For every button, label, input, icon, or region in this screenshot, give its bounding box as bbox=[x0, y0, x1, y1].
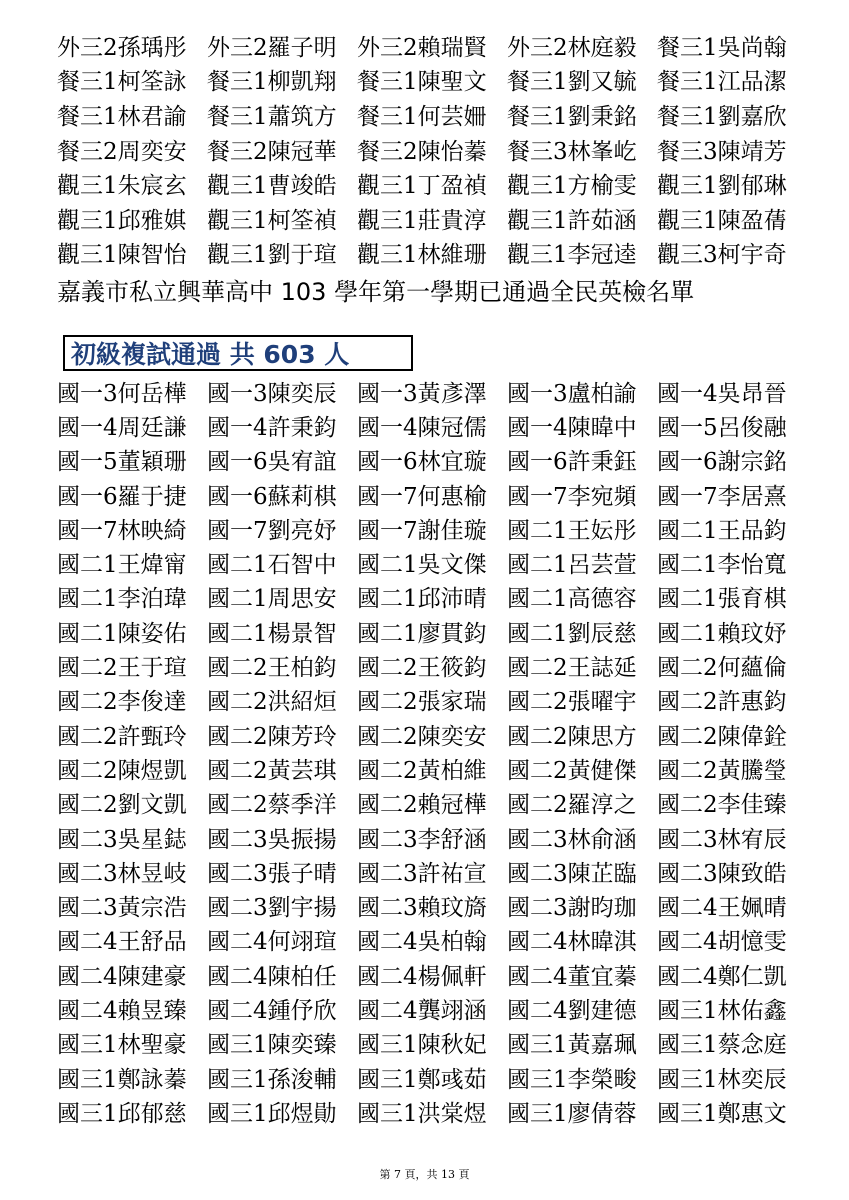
name-row bbox=[57, 443, 817, 477]
student-entry: 國二2蔡季洋 bbox=[207, 792, 337, 819]
section-heading: 初級複試通過 共 603 人 bbox=[63, 335, 413, 371]
student-entry: 國二1楊景智 bbox=[207, 620, 337, 647]
student-entry: 國二1張育棋 bbox=[657, 586, 787, 613]
student-entry: 觀三1李冠逵 bbox=[507, 242, 637, 269]
student-entry: 觀三1許茹涵 bbox=[507, 207, 637, 234]
student-entry: 國二1王品鈞 bbox=[657, 517, 787, 544]
name-row bbox=[57, 236, 817, 271]
student-entry: 餐三2陳冠華 bbox=[207, 138, 337, 165]
name-row bbox=[57, 166, 817, 201]
name-row bbox=[57, 820, 817, 854]
student-entry: 國二2陳煜凱 bbox=[57, 757, 187, 784]
student-entry: 國二4龔翊涵 bbox=[357, 997, 487, 1024]
student-entry: 國三1鄭惠文 bbox=[657, 1100, 787, 1127]
student-entry: 國一7何惠榆 bbox=[357, 483, 487, 510]
name-row bbox=[57, 408, 817, 442]
student-entry: 國二1劉辰慈 bbox=[507, 620, 637, 647]
student-entry: 國二2張家瑞 bbox=[357, 689, 487, 716]
student-entry: 國二1賴玟妤 bbox=[657, 620, 787, 647]
student-entry: 國一7李居熹 bbox=[657, 483, 787, 510]
student-entry: 國二1周思安 bbox=[207, 586, 337, 613]
student-entry: 國二2王于瑄 bbox=[57, 655, 187, 682]
student-entry: 外三2林庭毅 bbox=[507, 34, 637, 61]
student-entry: 國一6許秉鈺 bbox=[507, 449, 637, 476]
student-entry: 觀三1莊貴淳 bbox=[357, 207, 487, 234]
name-row bbox=[57, 1026, 817, 1060]
name-row bbox=[57, 648, 817, 682]
student-entry: 國一3何岳樺 bbox=[57, 380, 187, 407]
name-row bbox=[57, 545, 817, 579]
name-list-bottom bbox=[57, 374, 817, 1129]
student-entry: 國二4吳柏翰 bbox=[357, 929, 487, 956]
student-entry: 餐三1吳尚翰 bbox=[657, 34, 787, 61]
student-entry: 餐三1劉嘉欣 bbox=[657, 103, 787, 130]
student-entry: 國二2許惠鈞 bbox=[657, 689, 787, 716]
student-entry: 國二1李泊瑋 bbox=[57, 586, 187, 613]
student-entry: 餐三1蕭筑方 bbox=[207, 103, 337, 130]
student-entry: 國二4林暐淇 bbox=[507, 929, 637, 956]
name-row bbox=[57, 201, 817, 236]
student-entry: 國三1黃嘉珮 bbox=[507, 1032, 637, 1059]
student-entry: 國三1林佑鑫 bbox=[657, 997, 787, 1024]
student-entry: 國二2黃芸琪 bbox=[207, 757, 337, 784]
student-entry: 國二3謝昀珈 bbox=[507, 895, 637, 922]
student-entry: 國二1石智中 bbox=[207, 552, 337, 579]
student-entry: 國二1王煒甯 bbox=[57, 552, 187, 579]
student-entry: 國三1陳奕臻 bbox=[207, 1032, 337, 1059]
name-row bbox=[57, 97, 817, 132]
student-entry: 國一4周廷謙 bbox=[57, 414, 187, 441]
student-entry: 餐三1柯筌詠 bbox=[57, 69, 187, 96]
student-entry: 觀三1劉郁琳 bbox=[657, 173, 787, 200]
student-entry: 國二2許甄玲 bbox=[57, 723, 187, 750]
name-row bbox=[57, 991, 817, 1025]
student-entry: 國二2王柏鈞 bbox=[207, 655, 337, 682]
student-entry: 國二2黃騰瑩 bbox=[657, 757, 787, 784]
student-entry: 國二1邱沛晴 bbox=[357, 586, 487, 613]
student-entry: 國二1吳文傑 bbox=[357, 552, 487, 579]
name-row bbox=[57, 717, 817, 751]
student-entry: 國三1洪棠煜 bbox=[357, 1100, 487, 1127]
name-row bbox=[57, 888, 817, 922]
student-entry: 國二4董宜蓁 bbox=[507, 963, 637, 990]
student-entry: 國二1王妘彤 bbox=[507, 517, 637, 544]
student-entry: 外三2孫瑀彤 bbox=[57, 34, 187, 61]
student-entry: 國二4王舒品 bbox=[57, 929, 187, 956]
student-entry: 觀三1柯筌禎 bbox=[207, 207, 337, 234]
name-row bbox=[57, 1094, 817, 1128]
student-entry: 觀三1丁盈禎 bbox=[357, 173, 487, 200]
student-entry: 國二4賴昱臻 bbox=[57, 997, 187, 1024]
name-row bbox=[57, 1060, 817, 1094]
name-row bbox=[57, 957, 817, 991]
student-entry: 國二4胡憶雯 bbox=[657, 929, 787, 956]
student-entry: 國二3張子晴 bbox=[207, 860, 337, 887]
student-entry: 國三1邱郁慈 bbox=[57, 1100, 187, 1127]
student-entry: 國二3賴玟旖 bbox=[357, 895, 487, 922]
student-entry: 觀三1朱宸玄 bbox=[57, 173, 187, 200]
student-entry: 國二3李舒涵 bbox=[357, 826, 487, 853]
student-entry: 餐三1柳凱翔 bbox=[207, 69, 337, 96]
student-entry: 國二4陳柏任 bbox=[207, 963, 337, 990]
student-entry: 國二3陳芷臨 bbox=[507, 860, 637, 887]
student-entry: 國二1廖貫鈞 bbox=[357, 620, 487, 647]
student-entry: 國二2李佳臻 bbox=[657, 792, 787, 819]
student-entry: 國一6羅于捷 bbox=[57, 483, 187, 510]
student-entry: 觀三1陳盈蒨 bbox=[657, 207, 787, 234]
student-entry: 國二1呂芸萱 bbox=[507, 552, 637, 579]
student-entry: 國一6林宜璇 bbox=[357, 449, 487, 476]
student-entry: 國三1李榮畯 bbox=[507, 1066, 637, 1093]
student-entry: 國二3林俞涵 bbox=[507, 826, 637, 853]
student-entry: 國二2陳偉銓 bbox=[657, 723, 787, 750]
student-entry: 國三1鄭詠蓁 bbox=[57, 1066, 187, 1093]
student-entry: 國二3陳致皓 bbox=[657, 860, 787, 887]
student-entry: 餐三3林峯屹 bbox=[507, 138, 637, 165]
student-entry: 國三1廖倩蓉 bbox=[507, 1100, 637, 1127]
student-entry: 國二4楊佩軒 bbox=[357, 963, 487, 990]
student-entry: 國二3許祐宣 bbox=[357, 860, 487, 887]
student-entry: 國一5董穎珊 bbox=[57, 449, 187, 476]
student-entry: 國一4陳冠儒 bbox=[357, 414, 487, 441]
name-row bbox=[57, 683, 817, 717]
student-entry: 國三1蔡念庭 bbox=[657, 1032, 787, 1059]
student-entry: 觀三1曹竣皓 bbox=[207, 173, 337, 200]
student-entry: 國一4陳暐中 bbox=[507, 414, 637, 441]
student-entry: 國三1孫浚輔 bbox=[207, 1066, 337, 1093]
student-entry: 餐三3陳靖芳 bbox=[657, 138, 787, 165]
student-entry: 國二3黃宗浩 bbox=[57, 895, 187, 922]
name-row bbox=[57, 63, 817, 98]
name-list-top bbox=[57, 28, 817, 270]
student-entry: 國一3黃彥澤 bbox=[357, 380, 487, 407]
student-entry: 國三1陳秋妃 bbox=[357, 1032, 487, 1059]
student-entry: 國二3吳振揚 bbox=[207, 826, 337, 853]
student-entry: 國二2陳芳玲 bbox=[207, 723, 337, 750]
student-entry: 國一6謝宗銘 bbox=[657, 449, 787, 476]
student-entry: 國一7劉亮妤 bbox=[207, 517, 337, 544]
name-row bbox=[57, 614, 817, 648]
student-entry: 國二2黃健傑 bbox=[507, 757, 637, 784]
student-entry: 國二3林宥辰 bbox=[657, 826, 787, 853]
student-entry: 觀三1邱雅娸 bbox=[57, 207, 187, 234]
name-row bbox=[57, 751, 817, 785]
student-entry: 國三1林聖豪 bbox=[57, 1032, 187, 1059]
student-entry: 國一7李宛頻 bbox=[507, 483, 637, 510]
student-entry: 國一4許秉鈞 bbox=[207, 414, 337, 441]
student-entry: 國三1鄭彧茹 bbox=[357, 1066, 487, 1093]
student-entry: 國二2洪紹烜 bbox=[207, 689, 337, 716]
student-entry: 國二2何蘊倫 bbox=[657, 655, 787, 682]
student-entry: 國二4劉建德 bbox=[507, 997, 637, 1024]
student-entry: 國二3劉宇揚 bbox=[207, 895, 337, 922]
student-entry: 國二2王誌延 bbox=[507, 655, 637, 682]
student-entry: 外三2羅子明 bbox=[207, 34, 337, 61]
name-row bbox=[57, 854, 817, 888]
name-row bbox=[57, 477, 817, 511]
student-entry: 餐三1劉秉銘 bbox=[507, 103, 637, 130]
student-entry: 國二1李怡寬 bbox=[657, 552, 787, 579]
student-entry: 國一3陳奕辰 bbox=[207, 380, 337, 407]
student-entry: 國一7謝佳璇 bbox=[357, 517, 487, 544]
student-entry: 國一7林映綺 bbox=[57, 517, 187, 544]
student-entry: 國一3盧柏諭 bbox=[507, 380, 637, 407]
student-entry: 餐三1何芸姍 bbox=[357, 103, 487, 130]
student-entry: 國二3林昱岐 bbox=[57, 860, 187, 887]
student-entry: 國三1林奕辰 bbox=[657, 1066, 787, 1093]
name-row bbox=[57, 580, 817, 614]
student-entry: 國二2賴冠樺 bbox=[357, 792, 487, 819]
student-entry: 國二2黃柏維 bbox=[357, 757, 487, 784]
student-entry: 國一6吳宥誼 bbox=[207, 449, 337, 476]
student-entry: 國二2劉文凱 bbox=[57, 792, 187, 819]
student-entry: 國一6蘇莉棋 bbox=[207, 483, 337, 510]
student-entry: 餐三1江品潔 bbox=[657, 69, 787, 96]
student-entry: 觀三3柯宇奇 bbox=[657, 242, 787, 269]
name-row bbox=[57, 374, 817, 408]
student-entry: 國二2陳思方 bbox=[507, 723, 637, 750]
name-row bbox=[57, 923, 817, 957]
student-entry: 餐三1陳聖文 bbox=[357, 69, 487, 96]
name-row bbox=[57, 786, 817, 820]
student-entry: 國二2張曜宇 bbox=[507, 689, 637, 716]
student-entry: 國三1邱煜勛 bbox=[207, 1100, 337, 1127]
student-entry: 國二2李俊達 bbox=[57, 689, 187, 716]
student-entry: 國二3吳星鋕 bbox=[57, 826, 187, 853]
student-entry: 國二4鍾伃欣 bbox=[207, 997, 337, 1024]
student-entry: 觀三1陳智怡 bbox=[57, 242, 187, 269]
student-entry: 國二4鄭仁凱 bbox=[657, 963, 787, 990]
student-entry: 觀三1林維珊 bbox=[357, 242, 487, 269]
name-row bbox=[57, 511, 817, 545]
name-row bbox=[57, 132, 817, 167]
student-entry: 國二1高德容 bbox=[507, 586, 637, 613]
student-entry: 國二4陳建豪 bbox=[57, 963, 187, 990]
student-entry: 餐三1劉又毓 bbox=[507, 69, 637, 96]
student-entry: 觀三1方榆雯 bbox=[507, 173, 637, 200]
student-entry: 國二2羅淳之 bbox=[507, 792, 637, 819]
student-entry: 餐三1林君諭 bbox=[57, 103, 187, 130]
student-entry: 國二1陳姿佑 bbox=[57, 620, 187, 647]
student-entry: 外三2賴瑞賢 bbox=[357, 34, 487, 61]
page-footer: 第 7 頁，共 13 頁 bbox=[379, 1168, 470, 1181]
student-entry: 國二4何翊瑄 bbox=[207, 929, 337, 956]
student-entry: 餐三2陳怡蓁 bbox=[357, 138, 487, 165]
student-entry: 餐三2周奕安 bbox=[57, 138, 187, 165]
student-entry: 國二4王姵晴 bbox=[657, 895, 787, 922]
student-entry: 國二2陳奕安 bbox=[357, 723, 487, 750]
name-row bbox=[57, 28, 817, 63]
document-title: 嘉義市私立興華高中 103 學年第一學期已通過全民英檢名單 bbox=[57, 278, 695, 306]
student-entry: 國一4吳昂晉 bbox=[657, 380, 787, 407]
student-entry: 國一5呂俊融 bbox=[657, 414, 787, 441]
student-entry: 國二2王筱鈞 bbox=[357, 655, 487, 682]
student-entry: 觀三1劉于瑄 bbox=[207, 242, 337, 269]
